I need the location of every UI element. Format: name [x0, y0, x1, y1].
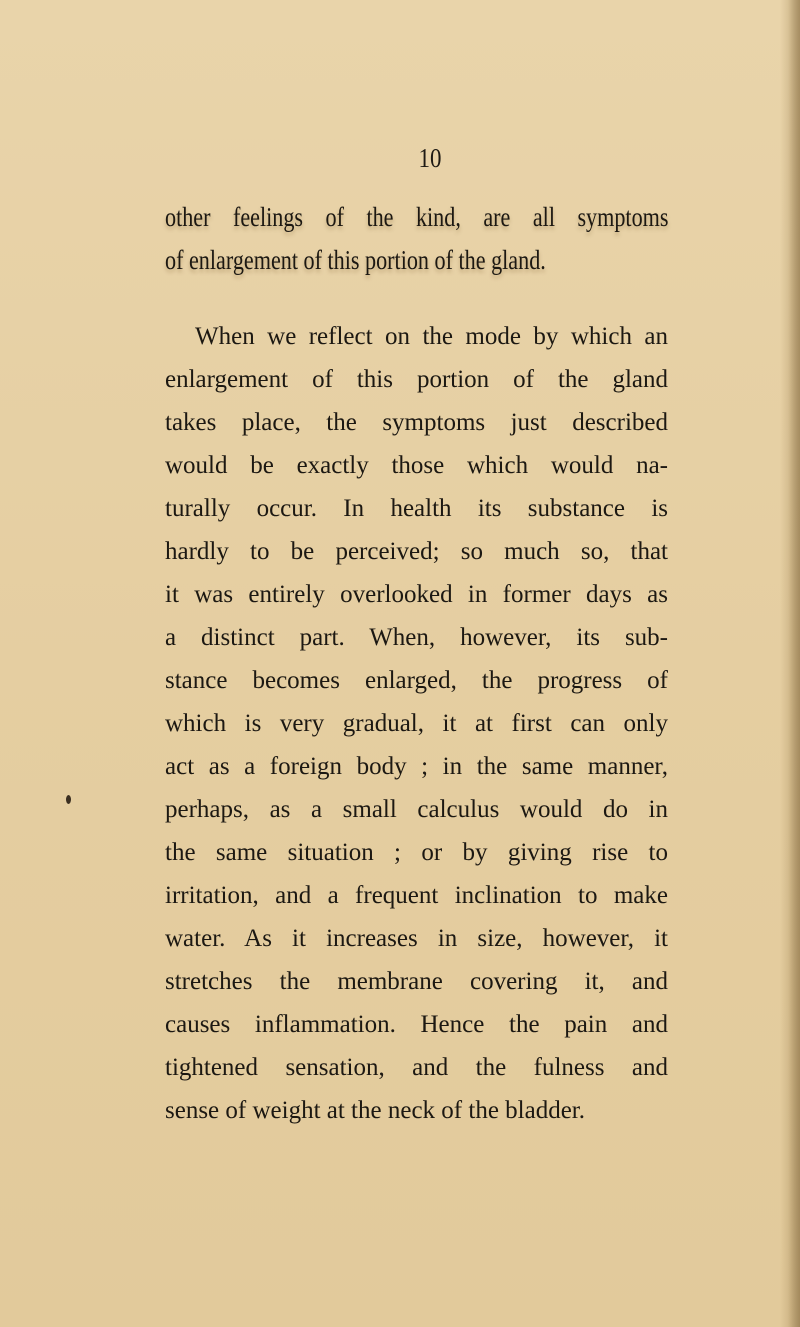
text-line: act as a foreign body ; in the same manner, — [165, 753, 668, 780]
text-line: enlargement of this portion of the gland — [165, 366, 668, 393]
text-line: stretches the membrane covering it, and — [165, 968, 668, 995]
text-line: takes place, the symptoms just described — [165, 409, 668, 436]
text-line: which is very gradual, it at first can only — [165, 710, 668, 737]
text-line: water. As it increases in size, however, it — [165, 925, 668, 952]
text-line: of enlargement of this portion of the gland. — [165, 245, 546, 275]
text-line: tightened sensation, and the fulness and — [165, 1054, 668, 1081]
text-line: would be exactly those which would na- — [165, 452, 668, 479]
paragraph-2 — [165, 315, 668, 1132]
page-number: 10 — [418, 143, 442, 173]
paragraph-1 — [165, 196, 668, 282]
text-line: the same situation ; or by giving rise to — [165, 839, 668, 866]
text-line: sense of weight at the neck of the bladder. — [165, 1097, 585, 1124]
text-line: perhaps, as a small calculus would do in — [165, 796, 668, 823]
text-line: causes inflammation. Hence the pain and — [165, 1011, 668, 1038]
page-edge-shadow — [788, 0, 800, 1327]
ink-mark — [66, 795, 71, 804]
text-line: it was entirely overlooked in former days as — [165, 581, 668, 608]
text-line: turally occur. In health its substance is — [165, 495, 668, 522]
text-line: a distinct part. When, however, its sub- — [165, 624, 668, 651]
text-line: other feelings of the kind, are all symptoms — [165, 202, 669, 232]
text-line: hardly to be perceived; so much so, that — [165, 538, 668, 565]
text-line: irritation, and a frequent inclination to make — [165, 882, 668, 909]
text-line: stance becomes enlarged, the progress of — [165, 667, 668, 694]
text-line: When we reflect on the mode by which an — [195, 323, 668, 350]
